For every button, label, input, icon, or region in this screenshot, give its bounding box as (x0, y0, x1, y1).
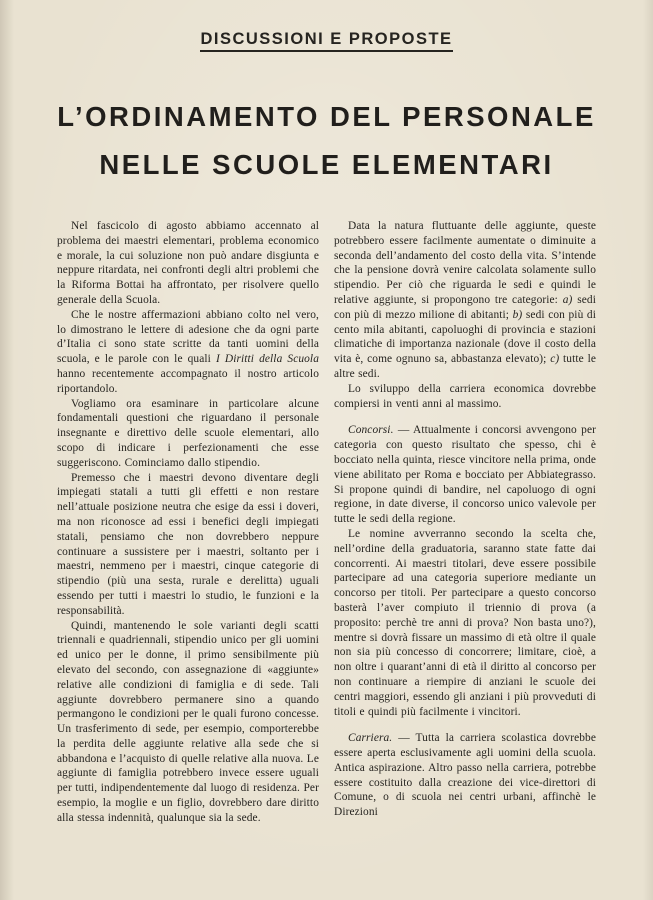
section-header-text: DISCUSSIONI E PROPOSTE (200, 30, 452, 52)
section-header (57, 30, 596, 49)
left-column (57, 219, 319, 826)
paragraph: Concorsi. — Attualmente i concorsi avvengono per categoria con questo risultato che spesso, chi è bocciato nella quinta, riesce vincitore nella prima, onde viene abilitato per Roma e bocciato per Abbiategrasso. Si propone quindi di bandire, nel capoluogo di ogni regione, in date diverse, il concorso unico valevole per tutte le sedi della regione. (334, 424, 596, 526)
paragraph: Lo sviluppo della carriera economica dovrebbe compiersi in venti anni al massimo. (334, 382, 596, 410)
paragraph: Vogliamo ora esaminare in particolare alcune fondamentali questioni che riguardano il personale insegnante e direttivo delle scuole elementari, allo scopo di indicare i perfezionamenti che esse suggeriscono. Cominciamo dallo stipendio. (57, 397, 319, 469)
paragraph: Che le nostre affermazioni abbiano colto nel vero, lo dimostrano le lettere di adesione che da ogni parte d’Italia ci sono state scritte da tanti uomini della scuola, e le parole con le quali I Diritti della Scuola hanno recentemente accompagnato il nostro articolo riportandolo. (57, 308, 319, 395)
paragraph: Data la natura fluttuante delle aggiunte, queste potrebbero essere facilmente aumentate o diminuite a seconda dell’andamento del costo della vita. S’intende che la pensione dovrà venire calcolata solamente sullo stipendio. Per ciò che riguarda le sedi e quindi le relative aggiunte, si propongono tre categorie: a) sedi con più di mezzo milione di abitanti; b) sedi con più di cento mila abitanti, capoluoghi di provincia e stazioni climatiche di importanza nazionale (dove il costo della vita è, come ognuno sa, abbastanza elevato); c) tutte le altre sedi. (334, 220, 596, 380)
paragraph: Premesso che i maestri devono diventare degli impiegati statali a tutti gli effetti e non restare nell’attuale posizione neutra che esige da essi i doveri, ma non riconosce ad essi i benefici degli impiegati statali, pensiamo che non dovrebbero neppure continuare a sussistere per i maestri, soltanto per i maestri, nemmeno per i maestri, cinque categorie di stipendio (più una sesta, rurale e derelitta) uguali essendo per tutti i maestri lo studio, le funzioni e la responsabilità. (57, 471, 319, 617)
paragraph: Nel fascicolo di agosto abbiamo accennato al problema dei maestri elementari, problema economico e morale, la cui soluzione non può andare disgiunta e neppure ritardata, nei confronti degli altri problemi che la Riforma Bottai ha affrontato, per risolvere quello generale della Scuola. (57, 220, 319, 306)
article-title-line1: L’ORDINAMENTO DEL PERSONALE (57, 101, 596, 132)
paragraph: Carriera. — Tutta la carriera scolastica dovrebbe essere aperta esclusivamente agli uomini della scuola. Antica aspirazione. Altro passo nella carriera, potrebbe essere costituito dalla creazione dei vice-direttori di Comune, o di scuola nei centri urbani, affinchè le Direzioni (334, 732, 596, 819)
article-title-line2: NELLE SCUOLE ELEMENTARI (99, 149, 554, 180)
article-title (57, 93, 596, 189)
right-column (334, 219, 596, 826)
paragraph: Le nomine avverranno secondo la scelta che, nell’ordine della graduatoria, saranno state fatte dai concorrenti. Ai maestri titolari, deve essere possibile partecipare ad una categoria superiore mediante un concorso per titoli. Per partecipare a questo concorso basterà l’aver compiuto il triennio di prova (a proposito: perchè tre anni di prova? Non basta uno?), mentre si dovrà fissare un massimo di età oltre il quale non sia più concesso di concorrere; limitare, cioè, a non oltre i quarant’anni di età il diritto al concorso per non continuare a riempire di anziani le scuole dei centri maggiori, essendo gli anziani i più provveduti di titoli e quindi più facilmente i vincitori. (334, 527, 596, 718)
two-column-body (57, 219, 596, 826)
paragraph: Quindi, mantenendo le sole varianti degli scatti triennali e quadriennali, stipendio unico per gli uomini ed unico per le donne, il primo sensibilmente più elevato del secondo, con assegnazione di «aggiunte» relative alle condizioni di famiglia e di sede. Tali aggiunte dovrebbero permanere sino a quando permangono le condizioni per le quali furono concesse. Un trasferimento di sede, per esempio, comporterebbe la perdita delle aggiunte relative alla sede che si abbandona e l’acquisto di quelle relative alla nuova. Le aggiunte di famiglia potrebbero invece essere uguali per tutti, indipendentemente dal luogo di residenza. Per esempio, la moglie e un figlio, dovrebbero dare diritto alla stessa indennità, qualunque sia la sede. (57, 619, 319, 824)
